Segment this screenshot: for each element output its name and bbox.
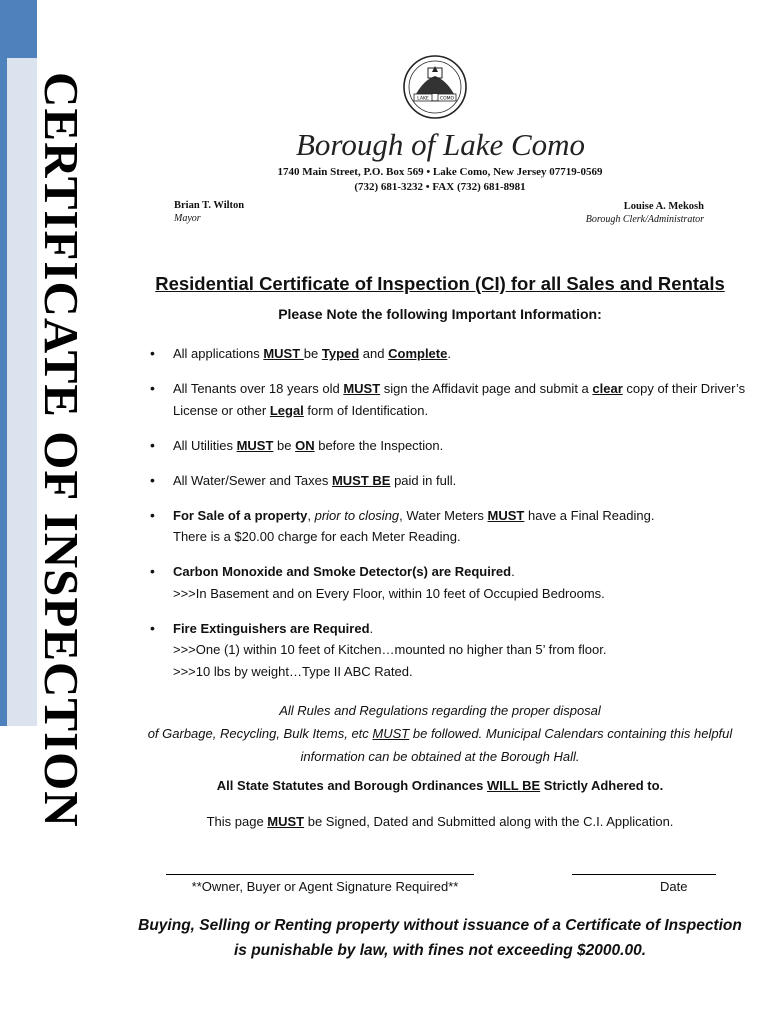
rules-paragraph: All Rules and Regulations regarding the proper disposal of Garbage, Recycling, Bulk Items, etc MUST be followed. Municipal Calendars containing this helpful information can be obtained at the Borough Hall. [147, 703, 733, 764]
page-title: Residential Certificate of Inspection (CI) for all Sales and Rentals [155, 273, 725, 294]
clerk-name: Louise A. Mekosh [623, 201, 704, 212]
list-item-applications: • All applications MUST be Typed and Complete. [148, 343, 748, 365]
seal-ribbon-left: LAKE [417, 96, 429, 102]
list-item-detectors: • Carbon Monoxide and Smoke Detector(s) are Required. >>>In Basement and on Every Floor, within 10 feet of Occupied Bedrooms. [148, 561, 748, 604]
seal-ribbon-right: COMO [439, 96, 455, 102]
borough-address: 1740 Main Street, P.O. Box 569 • Lake Como, New Jersey 07719-0569 [277, 166, 603, 178]
signature-line[interactable] [166, 874, 474, 875]
sidebar-accent-bar [0, 58, 7, 726]
borough-seal-icon [402, 54, 468, 120]
borough-name: Borough of Lake Como [296, 127, 586, 162]
mayor-title: Mayor [174, 213, 201, 224]
clerk-title: Borough Clerk/Administrator [585, 214, 704, 225]
page-subtitle: Please Note the following Important Information: [278, 306, 602, 322]
penalty-warning: Buying, Selling or Renting property without issuance of a Certificate of Inspection is punishable by law, with fines not exceeding $2000.00. [138, 917, 742, 959]
vertical-title: CERTIFICATE OF INSPECTION [34, 72, 89, 828]
statutes-notice: All State Statutes and Borough Ordinances WILL BE Strictly Adhered to. [216, 778, 664, 793]
list-item-utilities: • All Utilities MUST be ON before the Inspection. [148, 435, 748, 457]
list-item-tenants: • All Tenants over 18 years old MUST sign the Affidavit page and submit a clear copy of their Driver’s License or other Legal form of Identification. [148, 378, 748, 421]
requirements-list [148, 343, 748, 696]
list-item-meter-reading: • For Sale of a property, prior to closing, Water Meters MUST have a Final Reading. There is a $20.00 charge for each Meter Reading. [148, 505, 748, 548]
submission-notice: This page MUST be Signed, Dated and Submitted along with the C.I. Application. [206, 814, 674, 829]
list-item-extinguishers: • Fire Extinguishers are Required. >>>One (1) within 10 feet of Kitchen…mounted no higher than 5’ from floor. >>>10 lbs by weight…Type II ABC Rated. [148, 618, 748, 683]
list-item-water-taxes: • All Water/Sewer and Taxes MUST BE paid in full. [148, 470, 748, 492]
mayor-name: Brian T. Wilton [174, 200, 245, 211]
signature-label: **Owner, Buyer or Agent Signature Required** [191, 879, 459, 894]
date-line[interactable] [572, 874, 716, 875]
sidebar-accent-top [0, 0, 37, 58]
date-label: Date [660, 879, 688, 894]
borough-phone: (732) 681-3232 • FAX (732) 681-8981 [354, 181, 526, 193]
